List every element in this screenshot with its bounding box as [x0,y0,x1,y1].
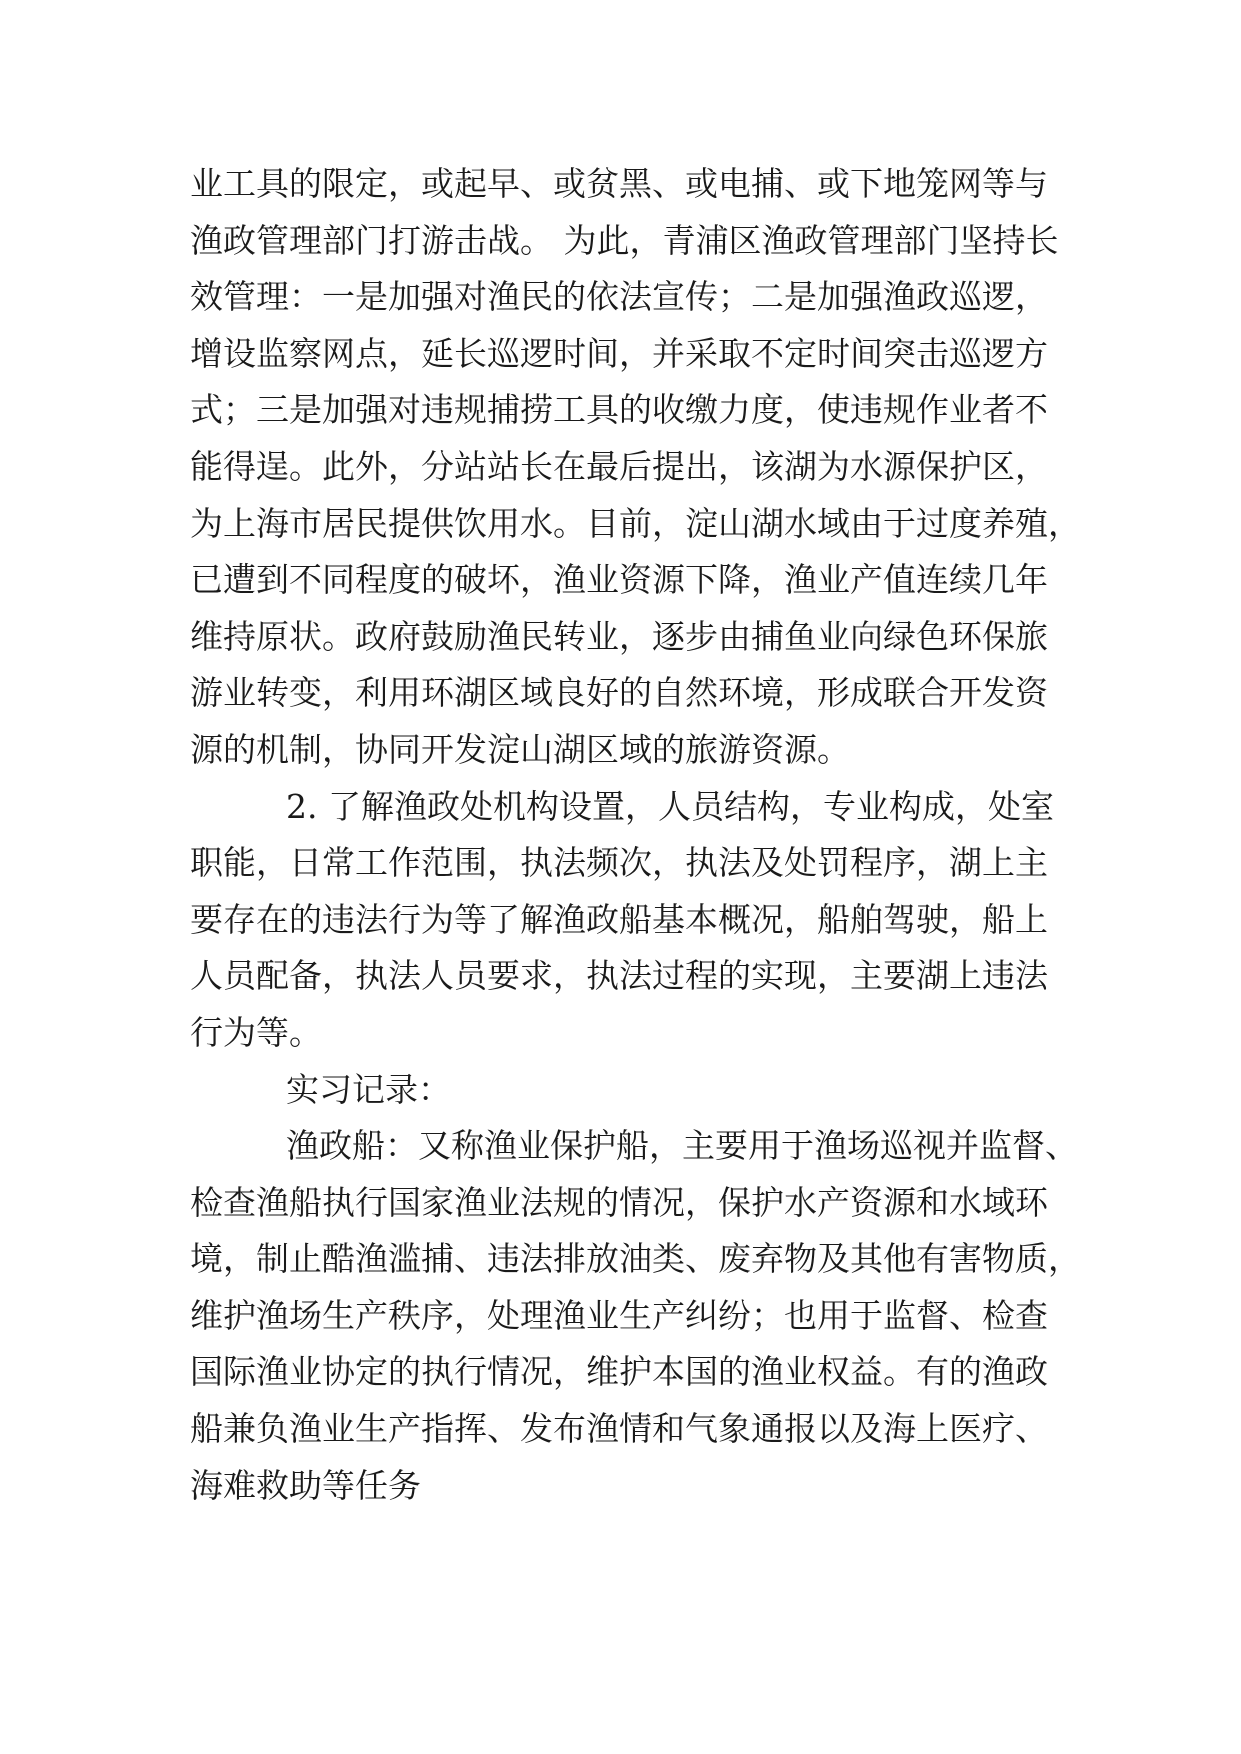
text-line: 国际渔业协定的执行情况，维护本国的渔业权益。有的渔政 [190,1352,1048,1392]
text-line-indented: 渔政船：又称渔业保护船，主要用于渔场巡视并监督、 [286,1126,1078,1166]
text-line: 要存在的违法行为等了解渔政船基本概况，船舶驾驶，船上 [190,899,1048,939]
text-line: 海难救助等任务 [190,1465,421,1505]
text-line: 源的机制，协同开发淀山湖区域的旅游资源。 [190,729,850,769]
text-line: 境，制止酷渔滥捕、违法排放油类、废弃物及其他有害物质， [190,1239,1081,1279]
section-label: 实习记录： [286,1069,451,1109]
text-line: 职能，日常工作范围，执法频次，执法及处罚程序，湖上主 [190,843,1048,883]
text-line: 式；三是加强对违规捕捞工具的收缴力度，使违规作业者不 [190,390,1048,430]
text-line: 为上海市居民提供饮用水。目前，淀山湖水域由于过度养殖， [190,503,1081,543]
text-line: 维持原状。政府鼓励渔民转业，逐步由捕鱼业向绿色环保旅 [190,616,1048,656]
body-text [190,156,1081,1514]
text-line: 能得逞。此外，分站站长在最后提出，该湖为水源保护区， [190,446,1048,486]
text-line: 行为等。 [190,1012,322,1052]
text-line: 渔政管理部门打游击战。 为此，青浦区渔政管理部门坚持长 [190,220,1059,260]
text-line: 业工具的限定，或起早、或贫黑、或电捕、或下地笼网等与 [190,164,1048,203]
text-line: 维护渔场生产秩序，处理渔业生产纠纷；也用于监督、检查 [190,1295,1048,1335]
text-line: 船兼负渔业生产指挥、发布渔情和气象通报以及海上医疗、 [190,1409,1048,1449]
text-line: 增设监察网点，延长巡逻时间，并采取不定时间突击巡逻方 [190,333,1048,373]
text-line: 人员配备，执法人员要求，执法过程的实现，主要湖上违法 [190,956,1048,996]
text-line-indented: 2. 了解渔政处机构设置，人员结构，专业构成，处室 [286,786,1054,826]
text-line: 效管理：一是加强对渔民的依法宣传；二是加强渔政巡逻， [190,277,1048,317]
text-line: 游业转变，利用环湖区域良好的自然环境，形成联合开发资 [190,673,1048,713]
text-line: 已遭到不同程度的破坏，渔业资源下降，渔业产值连续几年 [190,560,1048,600]
text-line: 检查渔船执行国家渔业法规的情况，保护水产资源和水域环 [190,1182,1048,1222]
